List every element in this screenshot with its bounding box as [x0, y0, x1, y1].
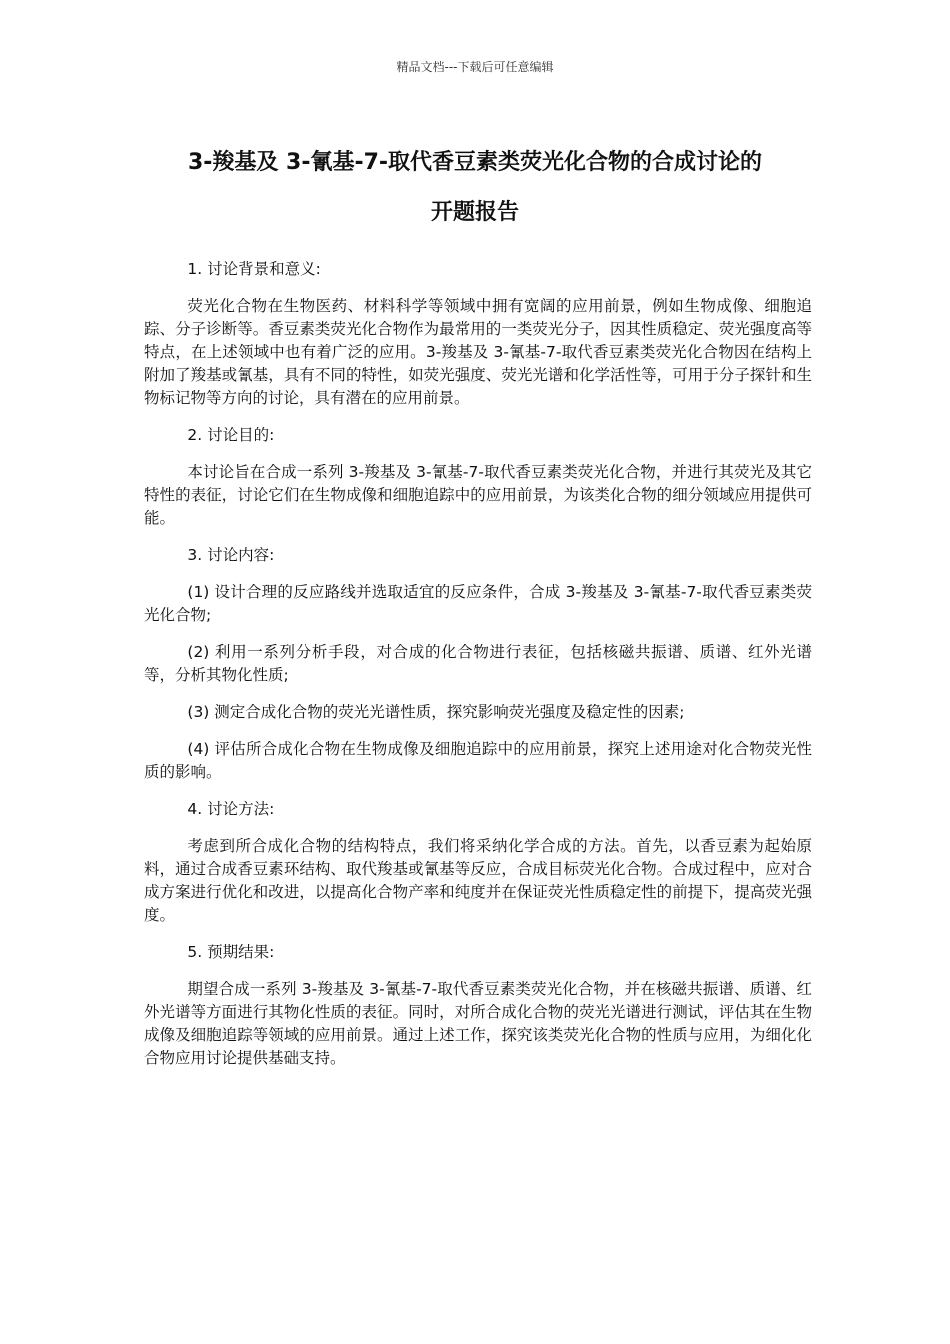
section-heading-content: 3. 讨论内容: — [187, 546, 275, 564]
paragraph-method: 考虑到所合成化合物的结构特点，我们将采纳化学合成的方法。首先，以香豆素为起始原料，通过合成香豆素环结构、取代羧基或氰基等反应，合成目标荧光化合物。合成过程中，应对合成方案进行优化和改进，以提高化合物产率和纯度并在保证荧光性质稳定性的前提下，提高荧光强度。 — [144, 837, 812, 924]
document-title — [120, 138, 830, 238]
paragraph-purpose: 本讨论旨在合成一系列 3-羧基及 3-氰基-7-取代香豆素类荧光化合物，并进行其荧光及其它特性的表征，讨论它们在生物成像和细胞追踪中的应用前景，为该类化合物的细分领域应用提供可能。 — [144, 463, 812, 527]
title-line-1: 3-羧基及 3-氰基-7-取代香豆素类荧光化合物的合成讨论的 — [187, 150, 763, 175]
title-line-2: 开题报告 — [430, 200, 519, 225]
content-item-1: (1) 设计合理的反应路线并选取适宜的反应条件，合成 3-羧基及 3-氰基-7-取代香豆素类荧光化合物; — [144, 583, 812, 624]
section-heading-purpose: 2. 讨论目的: — [187, 426, 275, 444]
section-heading-background: 1. 讨论背景和意义: — [187, 260, 321, 278]
section-heading-results: 5. 预期结果: — [187, 943, 275, 961]
paragraph-results: 期望合成一系列 3-羧基及 3-氰基-7-取代香豆素类荧光化合物，并在核磁共振谱、质谱、红外光谱等方面进行其物化性质的表征。同时，对所合成化合物的荧光光谱进行测试，评估其在生物成像及细胞追踪等领域的应用前景。通过上述工作，探究该类荧光化合物的性质与应用，为细化化合物应用讨论提供基础支持。 — [144, 980, 812, 1067]
section-heading-method: 4. 讨论方法: — [187, 800, 275, 818]
content-item-4: (4) 评估所合成化合物在生物成像及细胞追踪中的应用前景，探究上述用途对化合物荧光性质的影响。 — [144, 740, 812, 781]
content-item-3: (3) 测定合成化合物的荧光光谱性质，探究影响荧光强度及稳定性的因素; — [187, 703, 685, 721]
page-header: 精品文档---下载后可任意编辑 — [396, 60, 554, 74]
content-item-2: (2) 利用一系列分析手段，对合成的化合物进行表征，包括核磁共振谱、质谱、红外光谱等，分析其物化性质; — [144, 643, 812, 684]
paragraph-background: 荧光化合物在生物医药、材料科学等领域中拥有宽阔的应用前景，例如生物成像、细胞追踪、分子诊断等。香豆素类荧光化合物作为最常用的一类荧光分子，因其性质稳定、荧光强度高等特点，在上述领域中也有着广泛的应用。3-羧基及 3-氰基-7-取代香豆素类荧光化合物因在结构上附加了羧基或氰基，具有不同的特性，如荧光强度、荧光光谱和化学活性等，可用于分子探针和生物标记物等方向的讨论，具有潜在的应用前景。 — [144, 297, 812, 407]
document-body — [144, 258, 812, 1084]
